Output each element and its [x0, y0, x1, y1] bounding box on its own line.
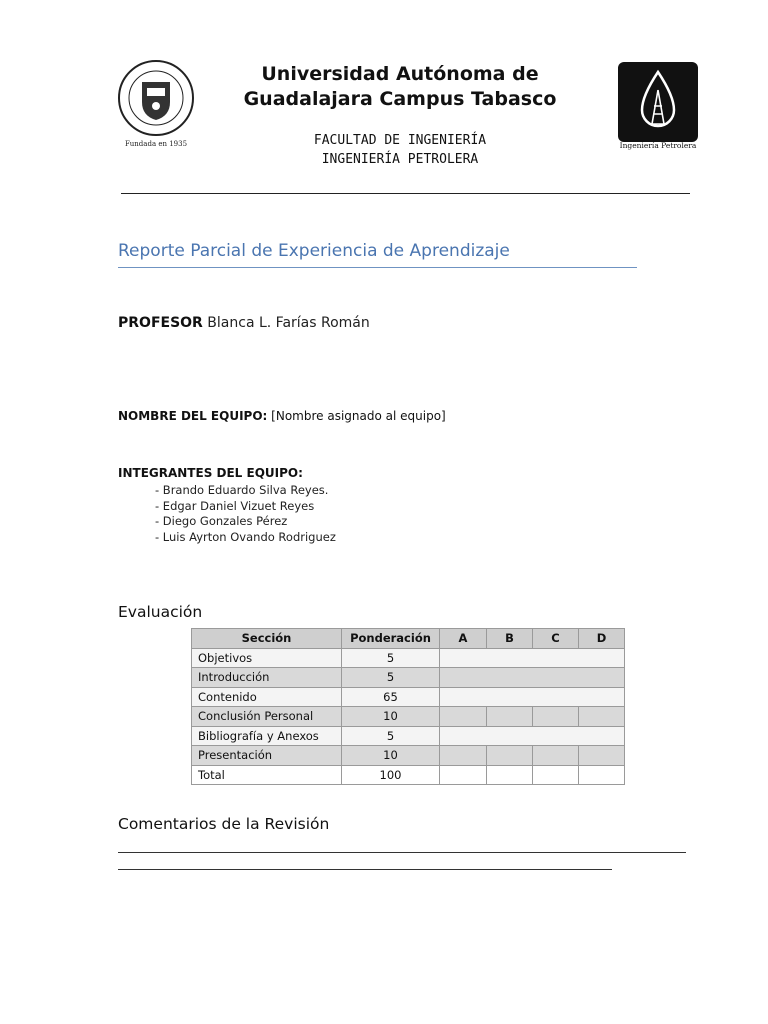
weight-cell: 5	[342, 726, 440, 746]
professor-label: PROFESOR	[118, 315, 203, 331]
grade-cell[interactable]	[579, 746, 625, 766]
petroleum-logo-caption: Ingeniería Petrolera	[619, 141, 697, 150]
table-row	[192, 746, 625, 766]
table-row	[192, 648, 625, 668]
grade-cell[interactable]	[487, 707, 533, 727]
header-divider	[121, 193, 690, 194]
members-label: INTEGRANTES DEL EQUIPO:	[118, 466, 303, 480]
grade-cell[interactable]	[440, 707, 487, 727]
grade-cell[interactable]	[440, 746, 487, 766]
list-item: - Edgar Daniel Vizuet Reyes	[155, 498, 315, 513]
column-header-section: Sección	[192, 629, 342, 649]
grade-cell[interactable]	[579, 707, 625, 727]
evaluation-heading: Evaluación	[118, 603, 203, 621]
university-title-line-2: Guadalajara Campus Tabasco	[243, 88, 557, 110]
team-name-label: NOMBRE DEL EQUIPO:	[118, 409, 268, 423]
table-row	[192, 687, 625, 707]
grade-cell[interactable]	[440, 687, 625, 707]
evaluation-table	[191, 628, 625, 785]
grade-cell[interactable]	[579, 765, 625, 785]
grade-cell[interactable]	[440, 648, 625, 668]
professor-name: Blanca L. Farías Román	[207, 315, 370, 331]
grade-cell[interactable]	[487, 765, 533, 785]
table-header-row	[192, 629, 625, 649]
table-row	[192, 707, 625, 727]
column-header-b: B	[487, 629, 533, 649]
comments-heading: Comentarios de la Revisión	[118, 815, 330, 833]
university-seal-logo	[116, 58, 200, 150]
seal-founded-text: Fundada en 1935	[124, 140, 188, 148]
weight-cell: 65	[342, 687, 440, 707]
faculty-line: FACULTAD DE INGENIERÍA	[313, 133, 487, 148]
column-header-weight: Ponderación	[342, 629, 440, 649]
grade-cell[interactable]	[533, 765, 579, 785]
section-cell: Introducción	[192, 668, 342, 688]
grade-cell[interactable]	[440, 726, 625, 746]
weight-cell: 100	[342, 765, 440, 785]
column-header-c: C	[533, 629, 579, 649]
faculty-block	[200, 131, 600, 169]
column-header-d: D	[579, 629, 625, 649]
weight-cell: 5	[342, 648, 440, 668]
professor-line	[118, 315, 370, 331]
column-header-a: A	[440, 629, 487, 649]
university-title-line-1: Universidad Autónoma de	[261, 63, 539, 85]
table-row	[192, 668, 625, 688]
weight-cell: 5	[342, 668, 440, 688]
grade-cell[interactable]	[533, 746, 579, 766]
section-cell: Presentación	[192, 746, 342, 766]
section-cell: Contenido	[192, 687, 342, 707]
report-title: Reporte Parcial de Experiencia de Aprendizaje	[118, 241, 510, 261]
team-name-value: [Nombre asignado al equipo]	[271, 409, 446, 423]
program-line: INGENIERÍA PETROLERA	[321, 152, 479, 167]
grade-cell[interactable]	[533, 707, 579, 727]
section-cell: Conclusión Personal	[192, 707, 342, 727]
university-title	[200, 62, 600, 112]
section-cell: Objetivos	[192, 648, 342, 668]
table-row	[192, 726, 625, 746]
list-item: - Diego Gonzales Pérez	[155, 514, 288, 528]
list-item: - Luis Ayrton Ovando Rodriguez	[155, 529, 336, 544]
weight-cell: 10	[342, 746, 440, 766]
table-row-total	[192, 765, 625, 785]
grade-cell[interactable]	[487, 746, 533, 766]
section-cell: Total	[192, 765, 342, 785]
weight-cell: 10	[342, 707, 440, 727]
section-cell: Bibliografía y Anexos	[192, 726, 342, 746]
grade-cell[interactable]	[440, 668, 625, 688]
grade-cell[interactable]	[440, 765, 487, 785]
members-list	[155, 483, 336, 545]
team-name-line	[118, 409, 446, 423]
comment-line[interactable]	[118, 869, 612, 870]
comment-line[interactable]	[118, 852, 686, 853]
list-item: - Brando Eduardo Silva Reyes.	[155, 483, 329, 497]
report-title-underline	[118, 267, 637, 268]
